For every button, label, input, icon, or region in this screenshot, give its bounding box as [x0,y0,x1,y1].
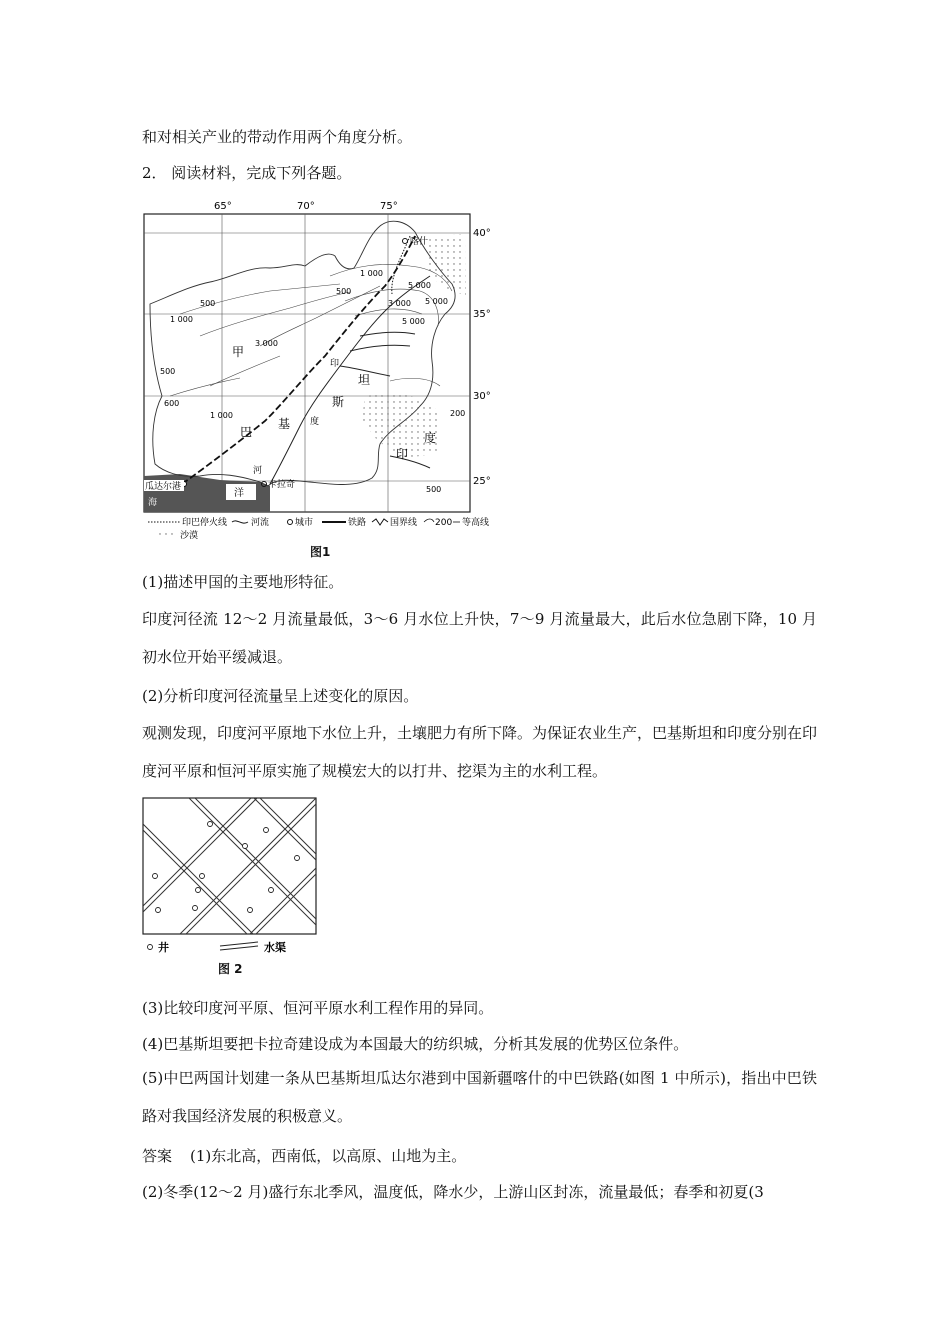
place-ba: 巴 [240,425,253,439]
contour-label: 3 000 [388,299,411,308]
desert-area-north [425,234,466,296]
legend-well-icon [148,945,153,950]
place-tan: 坦 [358,373,371,387]
legend-river: 河流 [251,518,270,528]
legend-canal-icon-b [220,946,258,950]
canals [143,798,316,934]
city-karachi-label: 卡拉奇 [268,480,296,490]
place-du-river: 度 [310,417,320,427]
contour-label: 5 000 [425,297,448,306]
well-marker [269,888,274,893]
well-marker [196,888,201,893]
answer-1: (1)东北高，西南低，以高原、山地为主。 [190,1147,467,1165]
place-he: 河 [253,466,263,476]
well-marker [193,906,198,911]
contour-label: 500 [336,287,352,296]
place-yin-country: 印 [396,447,409,461]
figure-1-map [140,196,500,541]
legend-well: 井 [158,941,169,954]
legend-city: 城市 [295,518,314,528]
question-2: (2)分析印度河径流量呈上述变化的原因。 [142,687,419,705]
lon-label-70: 70° [297,201,315,212]
question-5: (5)中巴两国计划建一条从巴基斯坦瓜达尔港到中国新疆喀什的中巴铁路(如图 1 中所示)，指出中巴铁路对我国经济发展的积极意义。 [142,1069,817,1125]
legend-canal: 水渠 [264,941,286,954]
lon-label-75: 75° [380,201,398,212]
place-ji: 基 [278,417,291,431]
legend-contour-value: 200 [435,518,453,528]
contour-label: 1 000 [360,269,383,278]
contour-label: 1 000 [170,315,193,324]
place-jia: 甲 [232,345,245,359]
legend-ceasefire: 印巴停火线 [182,518,228,528]
contour-label: 1 000 [210,411,233,420]
map-frame [144,214,470,512]
legend-desert: 沙漠 [180,531,199,541]
place-hai: 海 [148,498,158,508]
city-gwadar-label: 瓜达尔港 [145,482,182,492]
contour-label: 5 000 [408,281,431,290]
contour-label: 500 [160,367,176,376]
well-marker [295,856,300,861]
text-line-1: 和对相关产业的带动作用两个角度分析。 [142,128,413,146]
contour-label: 500 [426,485,442,494]
material-2: 观测发现，印度河平原地下水位上升，土壤肥力有所下降。为保证农业生产，巴基斯坦和印度分别在印度河平原和恒河平原实施了规模宏大的以打井、挖渠为主的水利工程。 [142,724,818,780]
place-si: 斯 [332,395,345,409]
legend-border: 国界线 [390,518,418,528]
question-3: (3)比较印度河平原、恒河平原水利工程作用的异同。 [142,999,494,1017]
question-1: (1)描述甲国的主要地形特征。 [142,573,344,591]
contour-label: 3 000 [255,339,278,348]
lon-label-65: 65° [214,201,232,212]
question-4: (4)巴基斯坦要把卡拉奇建设成为本国最大的纺织城，分析其发展的优势区位条件。 [142,1035,689,1053]
well-marker [248,908,253,913]
legend-canal-icon [220,942,258,946]
place-yang: 洋 [234,488,244,499]
well-marker [208,822,213,827]
lat-label-35: 35° [473,309,491,320]
city-kashi-marker [403,239,408,244]
lat-label-25: 25° [473,476,491,487]
well-marker [200,874,205,879]
contour-label: 200 [450,409,466,418]
lat-label-30: 30° [473,391,491,402]
well-marker [264,828,269,833]
legend-contour: 等高线 [462,518,490,528]
legend-railway: 铁路 [348,518,367,528]
answer-line-1 [142,1146,817,1166]
contour-label: 500 [200,299,216,308]
map-legend [148,516,489,541]
place-du-country: 度 [424,431,437,445]
contour-label: 600 [164,399,180,408]
map-grid [144,214,470,512]
well-marker [243,844,248,849]
answer-line-2: (2)冬季(12～2 月)盛行东北季风，温度低，降水少，上游山区封冻，流量最低；春季和初夏(3 [142,1183,764,1201]
well-marker [156,908,161,913]
answer-label: 答案 [142,1147,173,1165]
contour-label: 5 000 [402,317,425,326]
figure-1-caption: 图1 [310,545,331,559]
diagram-frame [143,798,316,934]
city-kashi-label: 喀什 [410,237,429,247]
material-1: 印度河径流 12～2 月流量最低，3～6 月水位上升快，7～9 月流量最大，此后水位急剧下降，10 月初水位开始平缓减退。 [142,610,817,666]
figure-2-caption: 图 2 [218,962,243,976]
well-marker [153,874,158,879]
lat-label-40: 40° [473,228,491,239]
question-2-heading: 2． 阅读材料，完成下列各题。 [142,164,352,182]
figure-2-diagram [140,796,330,981]
place-yin-river: 印 [330,359,340,369]
